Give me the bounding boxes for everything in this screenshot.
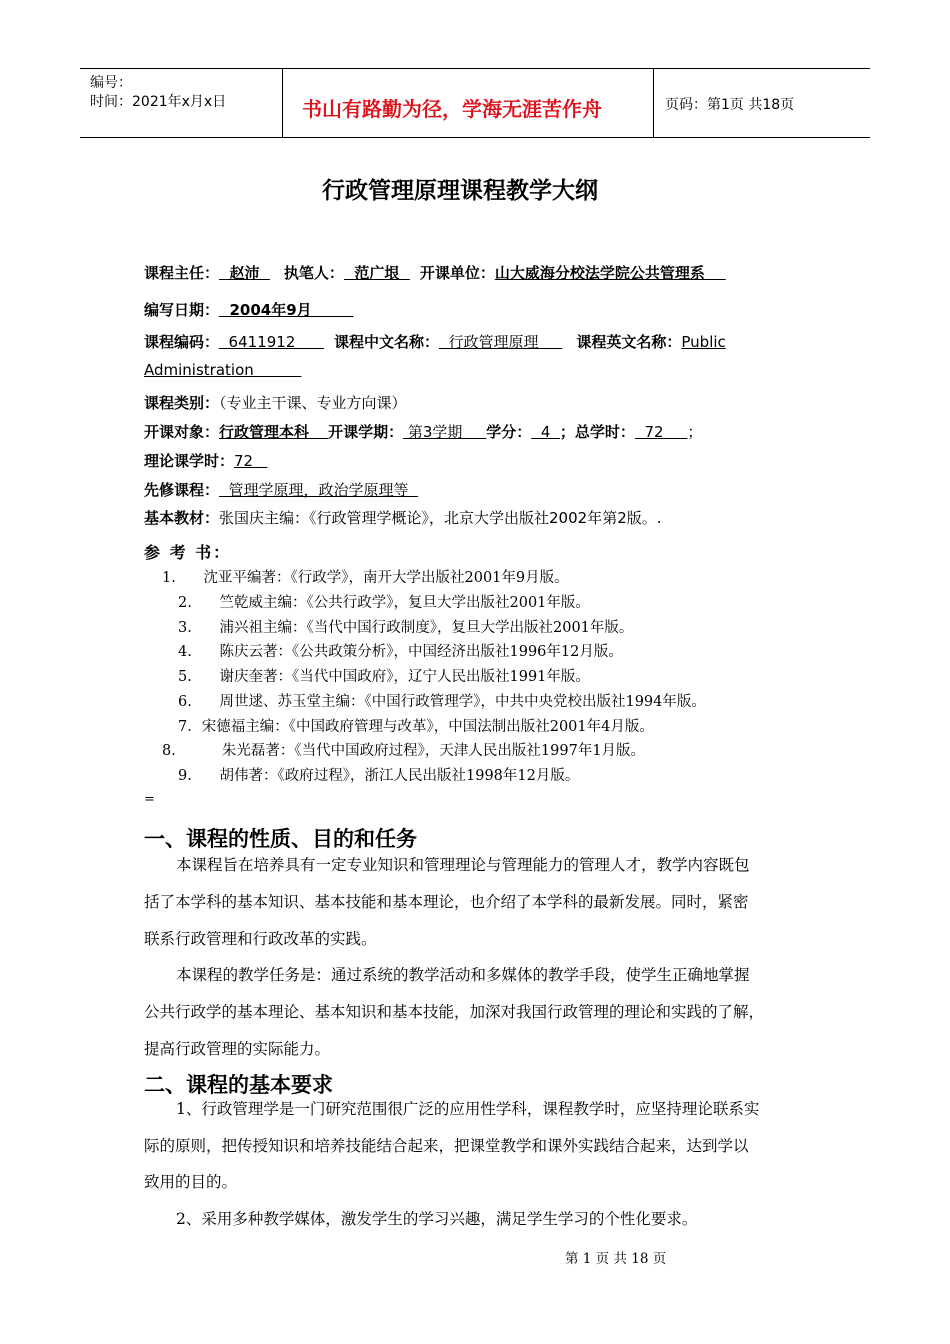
code-value: 6411912 [219,333,324,351]
reference-item: 7．宋德福主编：《中国政府管理与改革》，中国法制出版社2001年4月版。 [178,719,654,735]
director-label: 课程主任： [144,264,220,282]
header-divider [282,69,283,137]
director-value: 赵沛 [219,264,270,282]
semester-value: 第3学期 [403,423,487,441]
motto: 书山有路勤为径，学海无涯苦作舟 [302,97,602,121]
textbook-label: 基本教材： [144,509,220,527]
code-label: 课程编码： [144,333,220,351]
write-date-label: 编写日期： [144,301,220,319]
theory-value: 72 [234,452,268,470]
date-label: 时间：2021年x月x日 [90,94,227,110]
reference-item: 9. 胡伟著：《政府过程》，浙江人民出版社1998年12月版。 [178,768,580,784]
page-footer: 第 1 页 共 18 页 [565,1251,667,1267]
type-line [144,392,407,413]
reference-item: 1. 沈亚平编著：《行政学》，南开大学出版社2001年9月版。 [162,570,569,586]
page-title: 行政管理原理课程教学大纲 [322,178,598,204]
reference-item: 6. 周世逑、苏玉堂主编：《中国行政管理学》，中共中央党校出版社1994年版。 [178,694,706,710]
textbook-line [144,507,662,528]
unit-label: 开课单位： [419,264,495,282]
code-line [144,331,726,352]
hours-value: 72 [634,423,688,441]
paragraph-line: 公共行政学的基本理论、基本知识和基本技能，加深对我国行政管理的理论和实践的了解， [144,1003,765,1021]
number-label: 编号： [90,75,132,91]
references-heading: 参 考 书： [144,543,232,562]
en-name-continued: Administration [144,361,302,379]
target-label: 开课对象： [144,423,220,441]
writer-value: 范广垠 [343,264,410,282]
prereq-value: 管理学原理，政治学原理等 [219,481,419,499]
reference-item: 8. 朱光磊著：《当代中国政府过程》，天津人民出版社1997年1月版。 [162,743,646,759]
theory-line [144,450,267,471]
semester-label: 开课学期： [328,423,404,441]
target-value: 行政管理本科 [219,423,310,441]
prereq-label: 先修课程： [144,481,220,499]
reference-item: 5. 谢庆奎著：《当代中国政府》，辽宁人民出版社1991年版。 [178,669,590,685]
paragraph-line: 2、采用多种教学媒体，激发学生的学习兴趣，满足学生学习的个性化要求。 [176,1210,698,1228]
paragraph-line: 际的原则，把传授知识和培养技能结合起来，把课堂教学和课外实践结合起来，达到学以 [144,1137,749,1155]
cn-name-label: 课程中文名称： [333,333,439,351]
paragraph-line: 1、行政管理学是一门研究范围很广泛的应用性学科，课程教学时，应坚持理论联系实 [176,1100,760,1118]
write-date-line [144,299,353,320]
en-name-value: Public [681,333,726,351]
write-date-value: 2004年9月 [219,301,354,319]
reference-item: 4. 陈庆云著：《公共政策分析》，中国经济出版社1996年12月版。 [178,644,623,660]
page-header [80,68,870,138]
hours-label: ；总学时： [559,423,635,441]
section-heading: 一、课程的性质、目的和任务 [144,827,417,851]
credit-value: 4 [531,423,560,441]
type-value: （专业主干课、专业方向课） [219,394,407,412]
type-label: 课程类别： [144,394,220,412]
prereq-line [144,479,418,500]
paragraph-line: 致用的目的。 [144,1173,238,1191]
paragraph-line: 本课程的教学任务是：通过系统的教学活动和多媒体的教学手段，使学生正确地掌握 [176,966,750,984]
reference-item: 3. 浦兴祖主编：《当代中国行政制度》，复旦大学出版社2001年版。 [178,620,634,636]
target-line [144,421,702,442]
page-info: 页码：第1页 共18页 [665,97,795,113]
director-line [144,262,726,283]
paragraph-line: 括了本学科的基本知识、基本技能和基本理论，也介绍了本学科的最新发展。同时，紧密 [144,893,749,911]
reference-item: 2. 竺乾威主编：《公共行政学》，复旦大学出版社2001年版。 [178,595,590,611]
header-divider [653,69,654,137]
separator-mark: = [144,792,155,807]
writer-label: 执笔人： [283,264,344,282]
paragraph-line: 提高行政管理的实际能力。 [144,1040,331,1058]
en-name-label: 课程英文名称： [576,333,682,351]
cn-name-value: 行政管理原理 [438,333,563,351]
textbook-value: 张国庆主编：《行政管理学概论》，北京大学出版社2002年第2版。. [219,509,662,527]
unit-value: 山大威海分校法学院公共管理系 [494,264,726,282]
theory-label: 理论课学时： [144,452,235,470]
hours-semicolon: ； [687,423,703,441]
credit-label: 学分： [486,423,532,441]
paragraph-line: 本课程旨在培养具有一定专业知识和管理理论与管理能力的管理人才，教学内容既包 [176,856,750,874]
paragraph-line: 联系行政管理和行政改革的实践。 [144,930,377,948]
section-heading: 二、课程的基本要求 [144,1073,333,1097]
